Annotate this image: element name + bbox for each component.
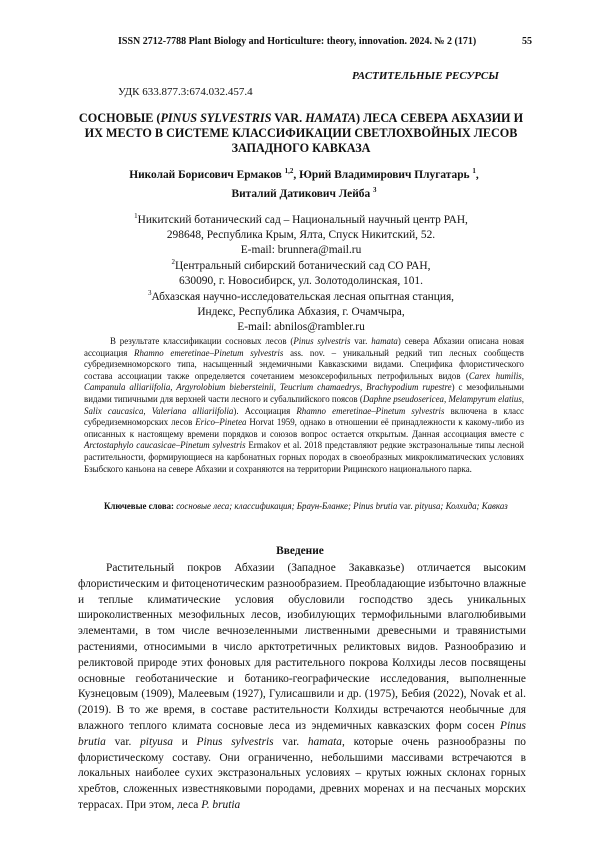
introduction-body: Растительный покров Абхазии (Западное Закавказье) отличается высоким флористическим и фитоценотическим разнообразием. Преобладающие избыточно влажные и теплые климатические условия обусловили господство здесь уникальных широколиственных мезофильных лесов, изобилующих термофильными влаголюбивыми элементами, в том числе вечнозеленными лиственными древесными и травянистыми растениями, относимыми в число арктотретичных реликтовых видов. Разнообразию и реликтовой природе этих фоновых для растительного покрова Колхиды лесов посвящены основные геоботанические и ботанико-географические исследования, выполненные Кузнецовым (1909), Малеевым (1927), Гулисашвили и др. (1975), Бебия (2022), Novak et al. (2019). В то же время, в составе растительности Колхиды встречаются необычные для влажного теплого климата сосновые леса из эндемичных кавказских форм сосен Pinus brutia var. pityusa и Pinus sylvestris var. hamata, которые очень разнообразны по флористическому составу. Они ограниченно, небольшими массивами встречаются в локальных наиболее сухих экстразональных условиях – крутых южных склонах горных хребтов, сложенных известняковыми породами, древних моренах и на песчаных морских террасах. При этом, леса P. brutia [78,562,526,811]
email-link[interactable]: E-mail: abnilos@rambler.ru [237,320,365,333]
keywords: Ключевые слова: сосновые леса; классификация; Браун-Бланке; Pinus brutia var. pityusa; Колхида; Кавказ [104,501,508,511]
section-heading: РАСТИТЕЛЬНЫЕ РЕСУРСЫ [352,70,499,82]
article-title: СОСНОВЫЕ (PINUS SYLVESTRIS VAR. HAMATA) ЛЕСА СЕВЕРА АБХАЗИИ И ИХ МЕСТО В СИСТЕМЕ КЛАССИФИКАЦИИ СВЕТЛОХВОЙНЫХ ЛЕСОВ ЗАПАДНОГО КАВКАЗА [78,111,524,155]
abstract: В результате классификации сосновых лесов (Pinus sylvestris var. hamata) севера Абхазии описана новая ассоциация Rhamno emeretinae–Pinetum sylvestris ass. nov. – уникальный редкий тип лесных сообществ субредиземноморского типа, насыщенный эндемичными Кавказскими видами. Специфика флористического состава ассоциации также определяется сочетанием мезоксерофильных петрофильных видов (Carex humilis, Campanula alliariifolia, Argyrolobium biebersteinii, Teucrium chamaedrys, Brachypodium rupestre) с мезофильными видами типичными для верхней части лесного и субальпийского поясов (Daphne pseudosericea, Melampyrum elatius, Salix caucasica, Valeriana alliariifolia). Ассоциация Rhamno emeretinae–Pinetum sylvestris включена в класс субредиземноморских лесов Erico–Pinetea Horvat 1959, однако в отношении её принадлежности к какому-либо из описанных к настоящему времени порядков и союзов вопрос остается открытым. Данная ассоциация вместе с Arctostaphylo caucasicae–Pinetum sylvestris Ermakov et al. 2018 представляют редкие экстразональные типы лесной растительности, формирующиеся на карбонатных горных породах в своеобразных микроклиматических условиях Бзыбского каньона на севере Абхазии и сохраняются на территории Рицинского национального парка. [84,336,525,474]
affiliation-2: $^2$Центральный сибирский ботанический сад СО РАН, 630090, г. Новосибирск, ул. Золотодолинская, 101. [171,258,431,287]
introduction-heading: Введение [276,545,324,557]
running-head: ISSN 2712-7788 Plant Biology and Horticulture: theory, innovation. 2024. № 2 (171) [118,36,477,47]
affiliation-1: $^1$Никитский ботанический сад – Национальный научный центр РАН, 298648, Республика Крым, Ялта, Спуск Никитский, 52. E-mail: brunnera@mail.ru [134,212,468,256]
affiliation-3: $^3$Абхазская научно-исследовательская лесная опытная станция, Индекс, Республика Абхазия, г. Очамчыра, E-mail: abnilos@rambler.ru [147,289,455,333]
email-link[interactable]: E-mail: brunnera@mail.ru [240,243,362,256]
page-number: 55 [522,36,532,47]
udc-code: УДК 633.877.3:674.032.457.4 [118,86,253,98]
author-list: Николай Борисович Ермаков $^{1,2}$, Юрий Владимирович Плугатарь $^1$, Виталий Датикович Лейба $^3$ [129,167,479,201]
